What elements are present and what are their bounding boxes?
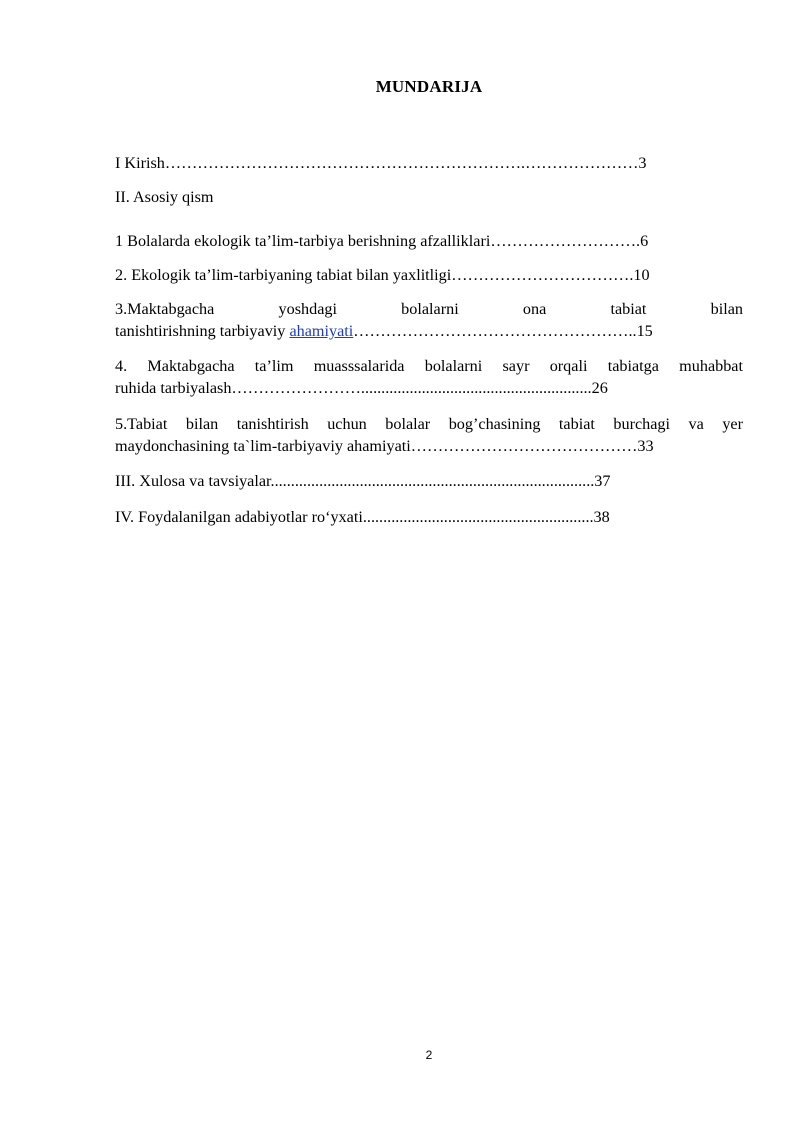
toc-title: MUNDARIJA xyxy=(375,77,483,96)
toc-entry-kirish xyxy=(115,152,743,174)
toc-leader-dots: ......................................................... xyxy=(362,508,594,526)
toc-entry-text-line1: 5.Tabiat bilan tanishtirish uchun bolalar bog’chasining tabiat burchagi va yer xyxy=(115,415,743,433)
toc-page-number: 15 xyxy=(636,322,653,340)
toc-entry-text: II. Asosiy qism xyxy=(115,188,214,206)
page-number: 2 xyxy=(425,1048,433,1062)
toc-section-heading xyxy=(115,186,743,208)
toc-page-number: 3 xyxy=(638,154,647,172)
toc-entry-3 xyxy=(115,298,743,342)
toc-entry-4 xyxy=(115,355,743,399)
toc-entry-conclusion xyxy=(115,470,743,492)
toc-entry-2 xyxy=(115,264,743,286)
toc-entry-text-line2 xyxy=(115,435,743,457)
toc-entry-text-line2 xyxy=(115,320,743,342)
toc-entry-text-line1: 4. Maktabgacha ta’lim muasssalarida bolalarni sayr orqali tabiatga muhabbat xyxy=(115,357,743,375)
toc-entry-text-line2 xyxy=(115,377,743,399)
toc-entry-5 xyxy=(115,413,743,457)
toc-leader-dots: …………………………………… xyxy=(410,437,638,455)
toc-entry-1 xyxy=(115,230,743,252)
toc-entry-text: I Kirish xyxy=(115,154,165,172)
toc-leader-dots: …………………………………………….. xyxy=(353,322,637,340)
toc-entry-text: tanishtirishning tarbiyaviy xyxy=(115,322,290,340)
toc-entry-text: IV. Foydalanilgan adabiyotlar ro‘yxati xyxy=(115,508,363,526)
toc-entry-text-line1: 3.Maktabgacha yoshdagi bolalarni ona tabiat bilan xyxy=(115,300,743,318)
toc-entry-text: ruhida tarbiyalash xyxy=(115,379,232,397)
toc-leader-dots: ………………………. xyxy=(490,232,641,250)
toc-page-number: 6 xyxy=(640,232,649,250)
toc-entry-text: 1 Bolalarda ekologik ta’lim-tarbiya berishning afzalliklari xyxy=(115,232,491,250)
toc-page-number: 37 xyxy=(594,472,611,490)
toc-leader-dots: ……………………......................................................... xyxy=(231,379,592,397)
toc-entry-bibliography xyxy=(115,506,743,528)
ahamiyati-link[interactable]: ahamiyati xyxy=(289,322,354,340)
toc-page-number: 38 xyxy=(593,508,610,526)
toc-entry-text: III. Xulosa va tavsiyalar xyxy=(115,472,271,490)
toc-entry-text: 2. Ekologik ta’lim-tarbiyaning tabiat bilan yaxlitligi xyxy=(115,266,452,284)
toc-page-number: 26 xyxy=(591,379,608,397)
toc-leader-dots: ………………………………………………………….………………… xyxy=(164,154,639,172)
toc-leader-dots: ................................................................................ xyxy=(270,472,595,490)
toc-entry-text: maydonchasining ta`lim-tarbiyaviy ahamiyati xyxy=(115,437,411,455)
toc-leader-dots: ……………………………. xyxy=(451,266,634,284)
toc-page-number: 10 xyxy=(633,266,650,284)
toc-page-number: 33 xyxy=(637,437,654,455)
